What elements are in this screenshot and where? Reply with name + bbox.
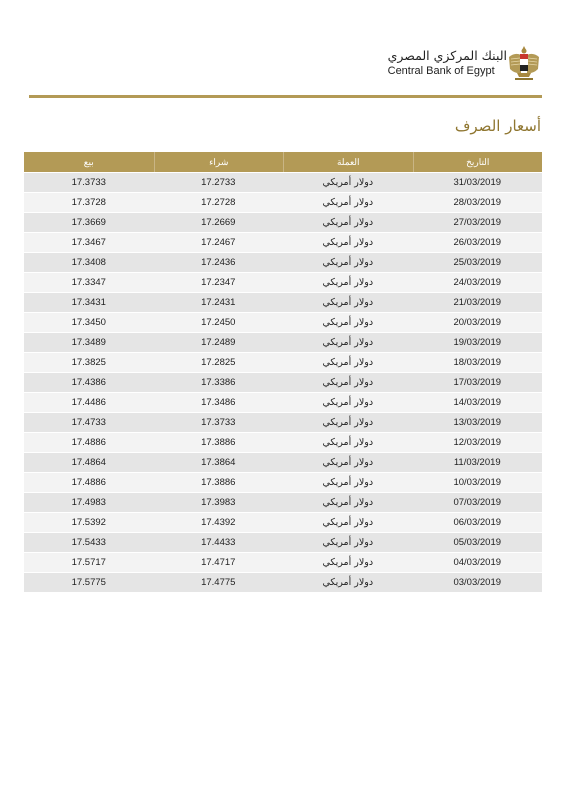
cell-currency: دولار أمريكي (283, 452, 413, 472)
cell-date: 26/03/2019 (413, 232, 543, 252)
cell-sell: 17.4733 (24, 412, 154, 432)
cell-currency: دولار أمريكي (283, 272, 413, 292)
table-row (24, 212, 542, 232)
table-row (24, 312, 542, 332)
cell-currency: دولار أمريكي (283, 512, 413, 532)
cell-buy: 17.2431 (154, 292, 284, 312)
header-buy: شراء (154, 152, 284, 172)
cell-date: 04/03/2019 (413, 552, 543, 572)
cell-sell: 17.3489 (24, 332, 154, 352)
cell-sell: 17.4886 (24, 472, 154, 492)
cell-currency: دولار أمريكي (283, 192, 413, 212)
cell-sell: 17.5433 (24, 532, 154, 552)
table-row (24, 352, 542, 372)
cell-sell: 17.4386 (24, 372, 154, 392)
cell-buy: 17.3983 (154, 492, 284, 512)
table-row (24, 512, 542, 532)
cell-date: 07/03/2019 (413, 492, 543, 512)
header-sell: بيع (24, 152, 154, 172)
cell-currency: دولار أمريكي (283, 392, 413, 412)
cell-sell: 17.4864 (24, 452, 154, 472)
table-row (24, 532, 542, 552)
cell-buy: 17.3386 (154, 372, 284, 392)
table-row (24, 572, 542, 592)
cell-buy: 17.2733 (154, 172, 284, 192)
header-divider (29, 95, 542, 98)
bank-name-english: Central Bank of Egypt (387, 65, 495, 77)
cell-sell: 17.3733 (24, 172, 154, 192)
table-body (24, 172, 542, 592)
cell-currency: دولار أمريكي (283, 432, 413, 452)
cell-currency: دولار أمريكي (283, 372, 413, 392)
cell-date: 05/03/2019 (413, 532, 543, 552)
cell-date: 03/03/2019 (413, 572, 543, 592)
cell-buy: 17.2825 (154, 352, 284, 372)
cell-buy: 17.3486 (154, 392, 284, 412)
table-row (24, 272, 542, 292)
header-date: التاريخ (413, 152, 543, 172)
cell-currency: دولار أمريكي (283, 252, 413, 272)
cell-currency: دولار أمريكي (283, 572, 413, 592)
cell-currency: دولار أمريكي (283, 472, 413, 492)
table-row (24, 192, 542, 212)
cell-buy: 17.2467 (154, 232, 284, 252)
cell-currency: دولار أمريكي (283, 352, 413, 372)
cell-sell: 17.4983 (24, 492, 154, 512)
cell-buy: 17.4433 (154, 532, 284, 552)
header-currency: العملة (283, 152, 413, 172)
cell-sell: 17.3431 (24, 292, 154, 312)
page-title: أسعار الصرف (454, 117, 541, 135)
cell-buy: 17.2728 (154, 192, 284, 212)
cell-buy: 17.2489 (154, 332, 284, 352)
cell-currency: دولار أمريكي (283, 532, 413, 552)
cell-date: 11/03/2019 (413, 452, 543, 472)
table-row (24, 492, 542, 512)
cell-sell: 17.3347 (24, 272, 154, 292)
cell-buy: 17.4717 (154, 552, 284, 572)
table-row (24, 232, 542, 252)
cell-sell: 17.3728 (24, 192, 154, 212)
cell-buy: 17.2450 (154, 312, 284, 332)
bank-name-arabic: البنك المركزي المصري (387, 48, 507, 63)
cell-buy: 17.2436 (154, 252, 284, 272)
cell-date: 25/03/2019 (413, 252, 543, 272)
cell-buy: 17.2347 (154, 272, 284, 292)
cell-currency: دولار أمريكي (283, 332, 413, 352)
cell-date: 20/03/2019 (413, 312, 543, 332)
cell-buy: 17.3733 (154, 412, 284, 432)
cell-date: 12/03/2019 (413, 432, 543, 452)
cell-date: 18/03/2019 (413, 352, 543, 372)
cell-date: 24/03/2019 (413, 272, 543, 292)
table-row (24, 252, 542, 272)
cell-currency: دولار أمريكي (283, 412, 413, 432)
cell-buy: 17.2669 (154, 212, 284, 232)
cell-sell: 17.3669 (24, 212, 154, 232)
cell-date: 21/03/2019 (413, 292, 543, 312)
cell-sell: 17.3825 (24, 352, 154, 372)
table-row (24, 412, 542, 432)
cell-sell: 17.5775 (24, 572, 154, 592)
cell-date: 06/03/2019 (413, 512, 543, 532)
cell-date: 17/03/2019 (413, 372, 543, 392)
table-header-row (24, 152, 542, 172)
cell-buy: 17.4392 (154, 512, 284, 532)
cell-date: 27/03/2019 (413, 212, 543, 232)
cell-date: 28/03/2019 (413, 192, 543, 212)
eagle-emblem-icon (507, 43, 541, 83)
cell-sell: 17.3467 (24, 232, 154, 252)
table-row (24, 292, 542, 312)
cell-currency: دولار أمريكي (283, 552, 413, 572)
table-row (24, 332, 542, 352)
cell-sell: 17.4486 (24, 392, 154, 412)
table-row (24, 452, 542, 472)
cell-buy: 17.3886 (154, 432, 284, 452)
bank-header (384, 40, 541, 86)
cell-date: 19/03/2019 (413, 332, 543, 352)
cell-buy: 17.4775 (154, 572, 284, 592)
cell-currency: دولار أمريكي (283, 172, 413, 192)
cell-sell: 17.3450 (24, 312, 154, 332)
exchange-rates-table (24, 152, 542, 592)
cell-sell: 17.3408 (24, 252, 154, 272)
cell-date: 31/03/2019 (413, 172, 543, 192)
table-row (24, 172, 542, 192)
cell-sell: 17.4886 (24, 432, 154, 452)
cell-date: 14/03/2019 (413, 392, 543, 412)
cell-currency: دولار أمريكي (283, 232, 413, 252)
cell-currency: دولار أمريكي (283, 212, 413, 232)
cell-currency: دولار أمريكي (283, 292, 413, 312)
cell-currency: دولار أمريكي (283, 312, 413, 332)
table-row (24, 472, 542, 492)
cell-buy: 17.3864 (154, 452, 284, 472)
cell-currency: دولار أمريكي (283, 492, 413, 512)
cell-buy: 17.3886 (154, 472, 284, 492)
cell-sell: 17.5392 (24, 512, 154, 532)
table-row (24, 392, 542, 412)
bank-name-block (388, 48, 507, 78)
table-row (24, 552, 542, 572)
cell-sell: 17.5717 (24, 552, 154, 572)
table-row (24, 372, 542, 392)
cell-date: 13/03/2019 (413, 412, 543, 432)
table-row (24, 432, 542, 452)
cell-date: 10/03/2019 (413, 472, 543, 492)
